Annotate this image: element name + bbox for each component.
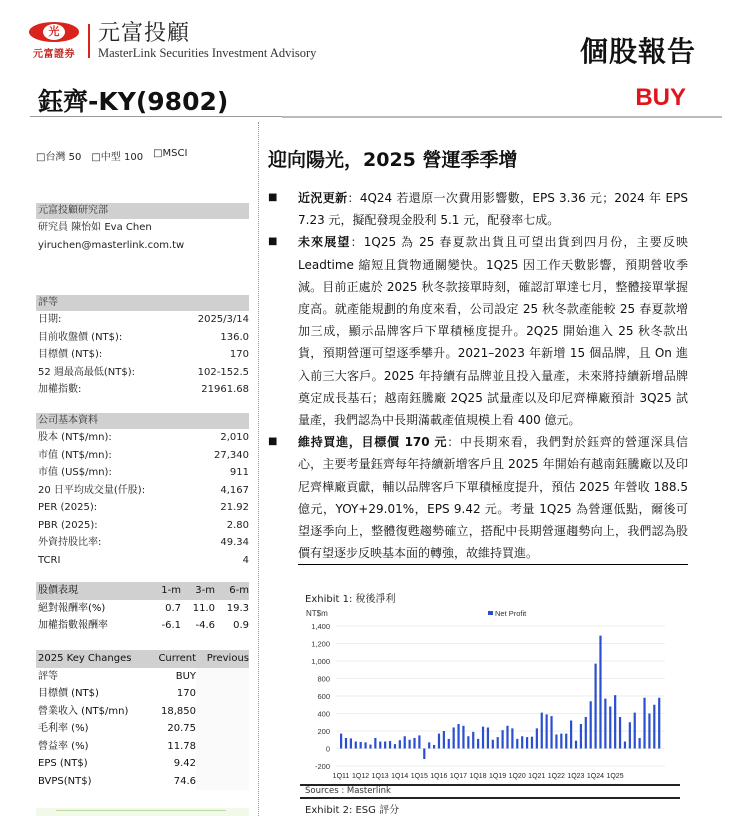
y-tick-label: 400 [317, 709, 330, 719]
bullet-text: ：中長期來看，我們對於鈺齊的營運深具信心，主要考量鈺齊每年持續新增客戶且 2025 年開始有越南鈺騰廠以及印尼齊樺廠貢獻，輔以品牌客戶下單積極度提升，預估 2025 年營收 188.5 億元，YOY+29.01%，EPS 9.42 元。考量 1Q25 為營運低點，爾後可望逐季向上，整體復甦趨勢確立，搭配中長期營運趨勢向上，我們認為股價有望逐步反映基本面的轉強，故維持買進。 [298, 435, 688, 561]
index-checkbox-msci: □MSCI [153, 148, 188, 159]
perf-row: 加權指數報酬率 -6.1 -4.6 0.9 [38, 620, 249, 631]
bar [492, 740, 494, 749]
report-type: 個股報告 [579, 35, 696, 68]
chart-sources: Sources : Masterlink [305, 786, 391, 796]
rating-row: 52 週最高最低(NT$): 102-152.5 [38, 366, 249, 378]
masterlink-logo [26, 22, 316, 60]
bar [409, 740, 411, 749]
bullet-lead: 近況更新 [298, 191, 348, 205]
rating-section-title: 評等 [36, 295, 249, 311]
exhibit1-title: Exhibit 1: 稅後淨利 [305, 594, 396, 605]
bar [443, 731, 445, 749]
bar [585, 717, 587, 749]
bullet-recommendation [268, 431, 688, 565]
bullet-square-icon: ■ [268, 436, 278, 448]
bar [467, 736, 469, 748]
bar [594, 664, 596, 749]
research-info [36, 203, 249, 255]
x-tick-label: 1Q21 [528, 773, 546, 780]
bar [418, 735, 420, 748]
bullet-recent-update [268, 187, 688, 231]
bar [516, 739, 518, 749]
column-divider [258, 122, 259, 816]
y-tick-label: -200 [314, 762, 330, 771]
bar [340, 734, 342, 749]
bar [413, 738, 415, 749]
bar [404, 736, 406, 748]
bar [389, 741, 391, 748]
logo-divider [88, 24, 90, 58]
bar [634, 713, 636, 749]
index-checkbox-tw50: □台灣 50 [36, 152, 82, 163]
x-tick-label: 1Q14 [391, 773, 409, 780]
key-changes-row: 營益率 (%) 11.78 [36, 738, 249, 756]
bar [384, 742, 386, 749]
bar [433, 745, 435, 749]
bullet-square-icon: ■ [268, 192, 278, 203]
bar [599, 636, 601, 749]
bar [536, 728, 538, 748]
x-tick-label: 1Q20 [508, 773, 526, 780]
bar [487, 728, 489, 749]
x-tick-label: 1Q17 [449, 773, 467, 780]
legend-swatch-icon [488, 611, 493, 615]
bullet-lead: 未來展望 [298, 235, 351, 250]
x-tick-label: 1Q22 [547, 773, 565, 780]
key-changes-row: EPS (NT$) 9.42 [36, 755, 249, 773]
x-tick-label: 1Q11 [332, 773, 350, 780]
logo-subtitle: 元富證券 [33, 49, 75, 60]
x-tick-label: 1Q19 [489, 773, 507, 780]
logo-glyph: 光 [43, 24, 65, 40]
bar [477, 739, 479, 749]
bar [457, 724, 459, 749]
net-profit-bar-chart [300, 604, 680, 784]
x-tick-label: 1Q18 [469, 773, 487, 780]
x-tick-label: 1Q13 [371, 773, 389, 780]
basics-row: 市值 (NT$/mn): 27,340 [38, 449, 249, 461]
rating-row: 加權指數: 21961.68 [38, 384, 249, 395]
bar [521, 736, 523, 748]
bar [428, 742, 430, 748]
header-divider-right [282, 116, 722, 118]
perf-row: 絕對報酬率(%) 0.7 11.0 19.3 [38, 602, 249, 614]
y-tick-label: 0 [325, 744, 330, 754]
bar [438, 734, 440, 749]
esg-box-edge [36, 808, 249, 816]
x-tick-label: 1Q24 [586, 773, 605, 780]
x-tick-label: 1Q12 [351, 773, 370, 780]
research-dept: 元富投顧研究部 [36, 203, 249, 219]
key-changes-row: 評等 BUY [36, 668, 249, 686]
key-changes-row: 目標價 (NT$) 170 [36, 685, 249, 703]
bar [497, 737, 499, 748]
bar [448, 739, 450, 749]
exhibit2-title: Exhibit 2: ESG 評分 [305, 805, 400, 816]
bar [570, 721, 572, 749]
x-tick-label: 1Q23 [567, 773, 585, 780]
bar [379, 742, 381, 749]
bar [506, 726, 508, 749]
bar [453, 728, 455, 749]
bar [399, 740, 401, 748]
bar [619, 717, 621, 749]
bar [423, 749, 425, 760]
key-changes-table [36, 650, 249, 790]
bar [653, 705, 655, 749]
bar [462, 726, 464, 749]
rating-row: 日期: 2025/3/14 [38, 314, 249, 325]
bar [629, 722, 631, 748]
company-basics [36, 413, 249, 569]
analyst-name: 研究員 陳怡如 Eva Chen [38, 222, 152, 233]
key-changes-row: 營業收入 (NT$/mn) 18,850 [36, 703, 249, 721]
bar [364, 742, 366, 748]
rating-row: 目前收盤價 (NT$): 136.0 [38, 331, 249, 343]
bar [394, 744, 396, 748]
bar [369, 745, 371, 749]
report-headline: 迎向陽光，2025 營運季季增 [268, 149, 518, 171]
basics-row: TCRI 4 [38, 554, 249, 566]
key-changes-header: 2025 Key Changes Current Previous [36, 650, 249, 668]
index-checkbox-mid100: □中型 100 [91, 152, 144, 163]
bar [360, 742, 362, 749]
bar [604, 699, 606, 749]
bar [648, 714, 650, 749]
bar [658, 698, 660, 749]
bar [624, 742, 626, 749]
bar [531, 737, 533, 749]
logo-mark [26, 22, 82, 60]
bar [580, 724, 582, 749]
y-tick-label: 1,400 [311, 622, 330, 631]
basics-row: PER (2025): 21.92 [38, 502, 249, 513]
sources-rule-bottom [300, 797, 680, 799]
y-tick-label: 1,200 [311, 639, 330, 649]
bar [550, 716, 552, 748]
bar [541, 713, 543, 749]
bar [614, 695, 616, 748]
basics-row: PBR (2025): 2.80 [38, 519, 249, 531]
bar [502, 730, 504, 748]
stock-title: 鈺齊-KY(9802) [38, 87, 229, 116]
bar [546, 714, 548, 748]
bar [560, 734, 562, 749]
rating-row: 目標價 (NT$): 170 [38, 349, 249, 360]
bar [482, 727, 484, 749]
bar [511, 728, 513, 748]
key-points [268, 187, 688, 565]
bullet-lead: 維持買進，目標價 170 元 [298, 435, 448, 450]
company-basics-title: 公司基本資料 [36, 413, 249, 429]
x-tick-label: 1Q25 [606, 773, 624, 780]
y-tick-label: 200 [317, 727, 330, 736]
bar [355, 742, 357, 749]
bar [575, 741, 577, 749]
index-membership [36, 148, 249, 163]
y-tick-label: 1,000 [311, 657, 330, 666]
bar [609, 707, 611, 749]
bullet-text: ：4Q24 若還原一次費用影響數，EPS 3.36 元；2024 年 EPS 7.23 元，擬配發現金股利 5.1 元，配發率七成。 [298, 191, 688, 228]
bar [472, 732, 474, 749]
bar [639, 738, 641, 749]
bar [350, 738, 352, 748]
rating-section [36, 295, 249, 399]
key-changes-row: 毛利率 (%) 20.75 [36, 720, 249, 738]
legend-label: Net Profit [495, 609, 527, 618]
bullet-square-icon: ■ [268, 236, 278, 248]
bullet-text: ：1Q25 為 25 春夏款出貨且可望出貨到四月份，主要反映 Leadtime 縮短且貨物通關變快。1Q25 因工作天數影響，預期營收季減。目前正處於 2025 秋冬款接單時刻，確認訂單達七月，整體接單掌握度高。就產能規劃的角度來看，公司設定 25 秋冬款產能較 25 春夏款增加三成，顯示品牌客戶下單積極度提升。2Q25 開始進入 25 秋冬款出貨，預期營運可望逐季攀升。2021–2023 年新增 15 個品牌，且 On 進入前三大客戶。2025 年持續有品牌並且投入量產，未來將持續新增品牌奠定成長基石；越南鈺騰廠 2Q25 試量產以及印尼齊樺廠預計 3Q25 試量產，我們認為中長期滿載產值規模上看 400 億元。 [298, 235, 688, 428]
basics-row: 外資持股比率: 49.34 [38, 537, 249, 548]
bar [374, 738, 376, 749]
key-changes-row: BVPS(NT$) 74.6 [36, 773, 249, 791]
bar [590, 701, 592, 748]
bar [526, 737, 528, 748]
stock-performance-table [36, 582, 249, 635]
bar [565, 734, 567, 749]
bar [643, 698, 645, 749]
basics-row: 股本 (NT$/mn): 2,010 [38, 432, 249, 443]
header-divider [30, 116, 320, 117]
bullet-outlook [268, 231, 688, 431]
analyst-email[interactable]: yiruchen@masterlink.com.tw [38, 240, 185, 251]
basics-row: 20 日平均成交量(仟股): 4,167 [38, 484, 249, 496]
bar [345, 738, 347, 749]
x-tick-label: 1Q15 [410, 773, 428, 780]
y-axis-unit: NT$m [306, 609, 328, 618]
brand-name-en: MasterLink Securities Investment Advisory [98, 46, 317, 60]
rating-badge: BUY [635, 84, 686, 111]
logo-oval-icon [29, 22, 79, 42]
bar [555, 735, 557, 749]
brand-name-cn: 元富投顧 [98, 21, 191, 46]
y-tick-label: 800 [317, 674, 330, 684]
basics-row: 市值 (US$/mn): 911 [38, 467, 249, 478]
x-tick-label: 1Q16 [430, 773, 448, 780]
y-tick-label: 600 [317, 692, 330, 701]
perf-header: 股價表現 1-m 3-m 6-m [36, 582, 249, 600]
